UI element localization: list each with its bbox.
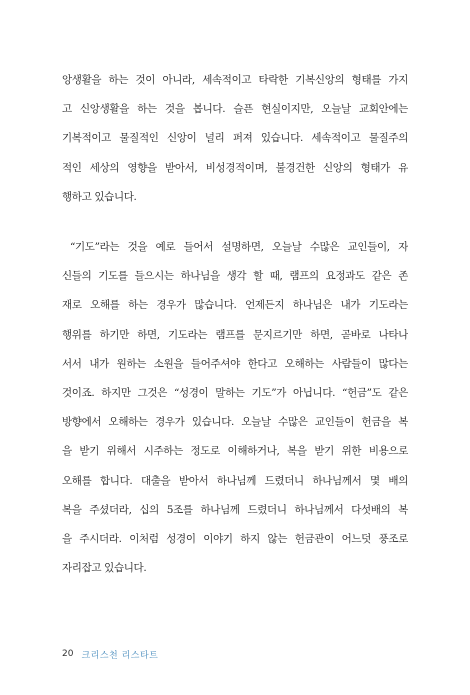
text-line: 서서 내가 원하는 소원을 들어주셔야 한다고 오해하는 사람들이 많다는	[62, 357, 408, 370]
paragraph-1	[62, 66, 408, 212]
text-line: 고 신앙생활을 하는 것을 봅니다. 슬픈 현실이지만, 오늘날 교회안에는	[62, 103, 408, 116]
page-footer	[62, 646, 158, 662]
text-line: 앙생활을 하는 것이 아니라, 세속적이고 타락한 기복신앙의 형태를 가지	[62, 74, 408, 86]
text-line: 을 주시더라. 이처럼 성경이 이야기 하지 않는 헌금관이 어느덧 풍조로	[62, 533, 408, 546]
text-line: 을 받기 위해서 시주하는 정도로 이해하거나, 복을 받기 위한 비용으로	[62, 445, 408, 458]
text-line: 것이죠. 하지만 그것은 “성경이 말하는 기도”가 아닙니다. “헌금”도 같은	[62, 387, 408, 400]
book-title: 크리스천 리스타트	[81, 650, 159, 661]
text-line: 오해를 합니다. 대출을 받아서 하나님께 드렸더니 하나님께서 몇 배의	[62, 474, 408, 487]
page-number: 20	[62, 649, 74, 659]
text-line: 행하고 있습니다.	[62, 190, 137, 203]
paragraph-2	[62, 233, 408, 583]
text-line: 신들의 기도를 들으시는 하나님을 생각 할 때, 램프의 요정과도 같은 존	[62, 270, 408, 283]
text-line: “기도”라는 것을 예로 들어서 설명하면, 오늘날 수많은 교인들이, 자	[70, 241, 408, 253]
text-line: 재로 오해를 하는 경우가 많습니다. 언제든지 하나님은 내가 기도라는	[62, 299, 408, 312]
text-line: 행위를 하기만 하면, 기도라는 램프를 문지르기만 하면, 곧바로 나타나	[62, 328, 408, 341]
text-line: 방향에서 오해하는 경우가 있습니다. 오늘날 수많은 교인들이 헌금을 복	[62, 416, 408, 429]
text-line: 복을 주셨더라, 십의 5조를 하나님께 드렸더니 하나님께서 다섯배의 복	[62, 503, 408, 516]
text-line: 적인 세상의 영향을 받아서, 비성경적이며, 불경건한 신앙의 형태가 유	[62, 161, 408, 174]
text-line: 자리잡고 있습니다.	[62, 562, 147, 575]
text-line: 기복적이고 물질적인 신앙이 널리 퍼져 있습니다. 세속적이고 물질주의	[62, 132, 408, 145]
